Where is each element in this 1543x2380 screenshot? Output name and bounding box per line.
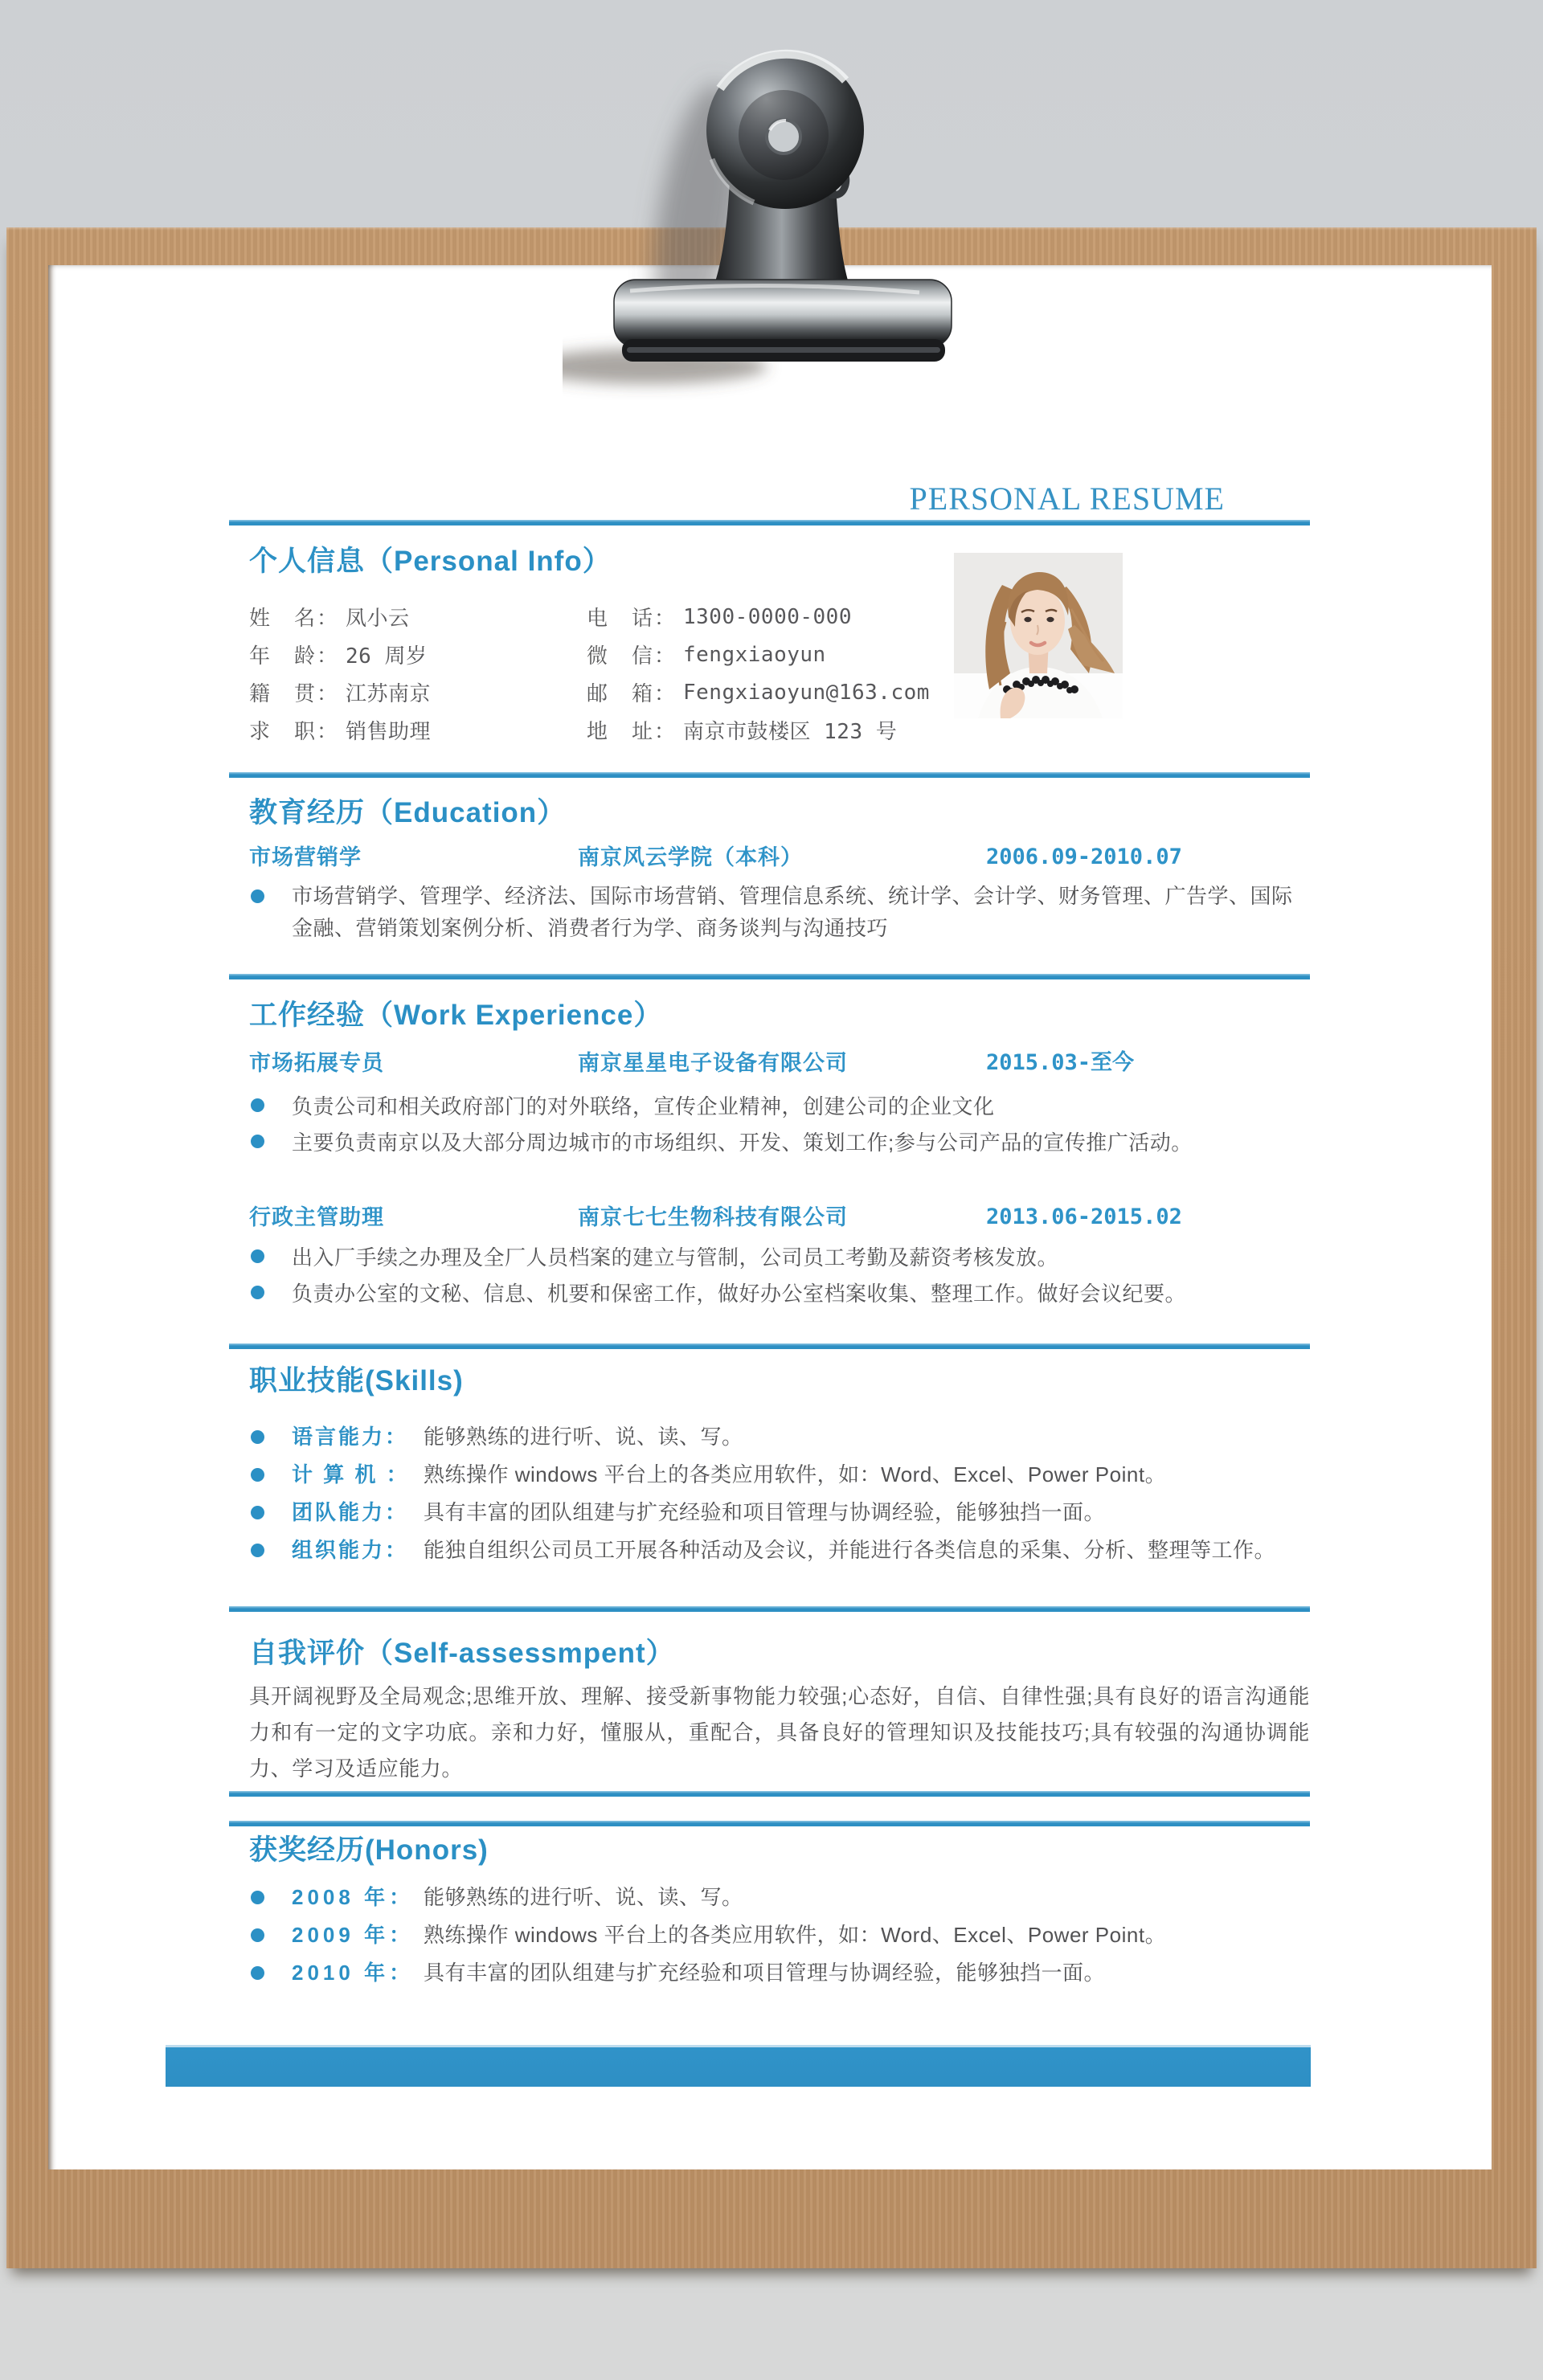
bullet-icon	[251, 1966, 264, 1980]
honor-year: 2008 年：	[292, 1885, 415, 1909]
section-divider	[229, 772, 1310, 778]
section-divider	[229, 974, 1310, 979]
field-value: fengxiaoyun	[683, 642, 826, 667]
honor-text: 能够熟练的进行听、说、读、写。	[424, 1885, 743, 1909]
list-item-text: 市场营销学、管理学、经济法、国际市场营销、管理信息系统、统计学、会计学、财务管理、广告学、国际金融、营销策划案例分析、消费者行为学、商务谈判与沟通技巧	[292, 884, 1293, 940]
skill-text: 能独自组织公司员工开展各种活动及会议，并能进行各类信息的采集、分析、整理等工作。	[424, 1538, 1276, 1562]
page-title: PERSONAL RESUME	[909, 480, 1225, 517]
entry-company: 南京星星电子设备有限公司	[578, 1051, 848, 1075]
resume-content	[229, 265, 1310, 1994]
field-value: 1300-0000-000	[683, 604, 852, 629]
section-heading-skills: 职业技能(Skills)	[249, 1365, 464, 1397]
skill-text: 熟练操作 windows 平台上的各类应用软件，如：Word、Excel、Power Point。	[424, 1462, 1167, 1486]
bullet-icon	[251, 1249, 264, 1263]
honors-list	[229, 1881, 1310, 1994]
honor-item	[229, 1881, 1310, 1919]
field-label: 求 职：	[249, 719, 340, 743]
list-item	[229, 1089, 1310, 1125]
list-item-text: 出入厂手续之办理及全厂人员档案的建立与管制，公司员工考勤及薪资考核发放。	[292, 1245, 1059, 1270]
list-item-text: 主要负责南京以及大部分周边城市的市场组织、开发、策划工作;参与公司产品的宣传推广活动。	[292, 1131, 1193, 1155]
entry-title: 行政主管助理	[249, 1205, 384, 1229]
section-heading-honors: 获奖经历(Honors)	[249, 1834, 489, 1866]
skill-text: 具有丰富的团队组建与扩充经验和项目管理与协调经验，能够独挡一面。	[424, 1500, 1106, 1524]
field-value: Fengxiaoyun@163.com	[683, 680, 930, 705]
bullet-icon	[251, 1286, 264, 1299]
honor-text: 具有丰富的团队组建与扩充经验和项目管理与协调经验，能够独挡一面。	[424, 1961, 1106, 1985]
list-item	[229, 880, 1310, 944]
list-item	[229, 1240, 1310, 1276]
work-entry	[229, 1202, 1310, 1233]
honor-year: 2010 年：	[292, 1961, 415, 1985]
skill-label: 组织能力：	[292, 1538, 409, 1562]
skill-item	[229, 1458, 1310, 1496]
skill-label: 计 算 机 ：	[292, 1462, 410, 1486]
field-value: 26 周岁	[346, 644, 428, 669]
skill-item	[229, 1496, 1310, 1534]
section-divider	[229, 1343, 1310, 1349]
entry-title: 市场拓展专员	[249, 1051, 384, 1075]
bullet-icon	[251, 1468, 264, 1482]
bullet-icon	[251, 1135, 264, 1148]
entry-major: 市场营销学	[249, 845, 362, 869]
skill-label: 语言能力：	[292, 1425, 409, 1449]
section-divider	[229, 1606, 1310, 1612]
entry-period: 2015.03-至今	[986, 1050, 1135, 1075]
title-divider	[229, 520, 1310, 525]
list-item-text: 负责公司和相关政府部门的对外联络，宣传企业精神，创建公司的企业文化	[292, 1094, 995, 1118]
honor-text: 熟练操作 windows 平台上的各类应用软件，如：Word、Excel、Power Point。	[424, 1923, 1167, 1947]
list-item	[229, 1276, 1310, 1312]
section-heading-work: 工作经验（Work Experience）	[249, 1000, 663, 1031]
section-heading-personal: 个人信息（Personal Info）	[249, 546, 612, 577]
section-divider	[229, 1791, 1310, 1797]
bullet-icon	[251, 1506, 264, 1519]
entry-company: 南京七七生物科技有限公司	[578, 1205, 848, 1229]
field-label: 姓 名：	[249, 606, 340, 630]
clipboard	[6, 227, 1537, 2268]
entry-period: 2006.09-2010.07	[986, 844, 1182, 869]
list-item	[229, 1125, 1310, 1161]
field-label: 邮 箱：	[587, 681, 677, 705]
field-value: 凤小云	[346, 607, 410, 631]
bullet-icon	[251, 1544, 264, 1557]
field-value: 南京市鼓楼区 123 号	[683, 720, 898, 744]
section-heading-education: 教育经历（Education）	[249, 797, 567, 828]
binder-clip	[563, 14, 980, 400]
field-label: 电 话：	[587, 606, 677, 630]
field-label: 年 龄：	[249, 644, 340, 668]
bullet-icon	[251, 889, 264, 903]
self-assessment-text: 具开阔视野及全局观念;思维开放、理解、接受新事物能力较强;心态好，自信、自律性强;具有良好的语言沟通能力和有一定的文字功底。亲和力好，懂服从，重配合，具备良好的管理知识及技能技巧;具有较强的沟通协调能力、学习及适应能力。	[249, 1684, 1310, 1781]
skill-item	[229, 1534, 1310, 1572]
field-value: 销售助理	[346, 720, 432, 744]
bullet-icon	[251, 1891, 264, 1904]
skill-text: 能够熟练的进行听、说、读、写。	[424, 1425, 743, 1449]
field-label: 地 址：	[587, 719, 677, 743]
skill-label: 团队能力：	[292, 1500, 409, 1524]
education-entry	[229, 842, 1310, 873]
footer-accent-bar	[166, 2045, 1311, 2087]
field-value: 江苏南京	[346, 682, 432, 706]
work-entry	[229, 1048, 1310, 1078]
field-label: 微 信：	[587, 644, 677, 668]
honor-item	[229, 1957, 1310, 1994]
entry-school: 南京风云学院（本科）	[578, 845, 803, 869]
honor-item	[229, 1919, 1310, 1957]
resume-paper	[48, 265, 1492, 2169]
entry-period: 2013.06-2015.02	[986, 1204, 1182, 1229]
honor-year: 2009 年：	[292, 1923, 415, 1947]
section-heading-self-assessment: 自我评价（Self-assessmpent）	[249, 1638, 675, 1669]
skill-item	[229, 1421, 1310, 1458]
bullet-icon	[251, 1098, 264, 1112]
bullet-icon	[251, 1430, 264, 1444]
field-label: 籍 贯：	[249, 681, 340, 705]
portrait-photo	[954, 553, 1123, 718]
bullet-icon	[251, 1928, 264, 1942]
list-item-text: 负责办公室的文秘、信息、机要和保密工作，做好办公室档案收集、整理工作。做好会议纪要。	[292, 1282, 1187, 1306]
skills-list	[229, 1421, 1310, 1572]
section-divider	[229, 1821, 1310, 1826]
